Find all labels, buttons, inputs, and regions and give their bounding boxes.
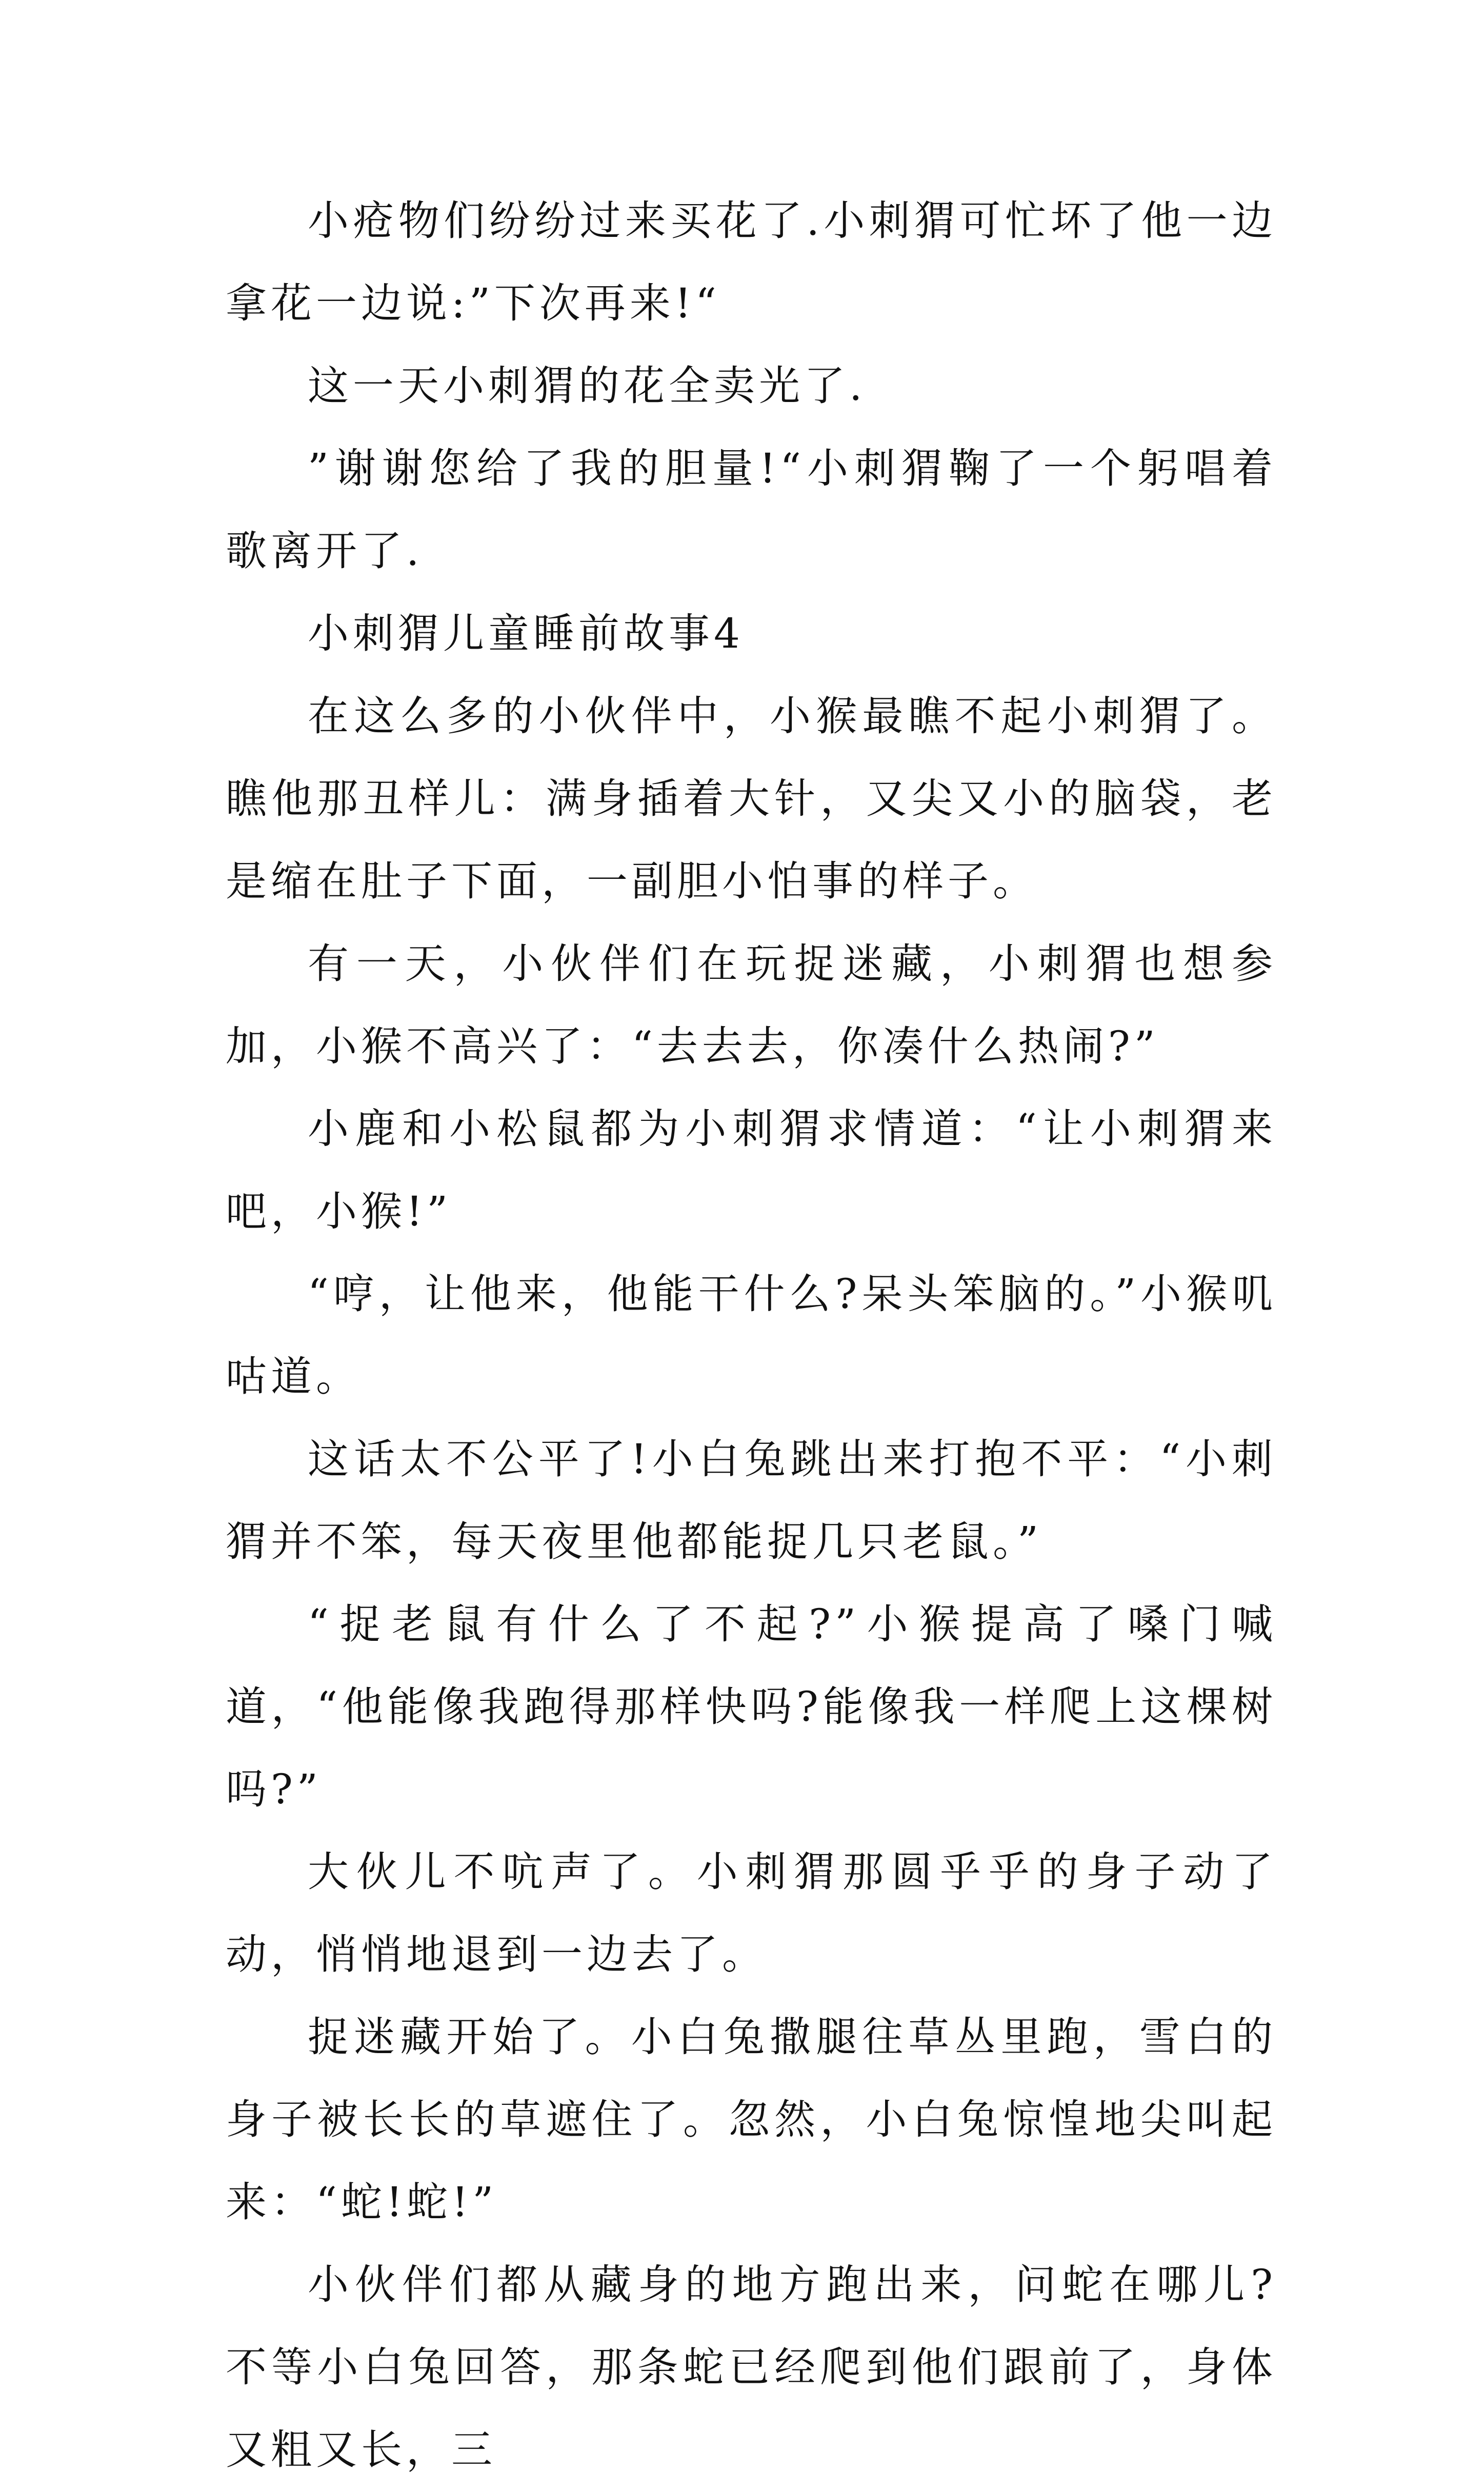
paragraph: 在这么多的小伙伴中，小猴最瞧不起小刺猬了。瞧他那丑样儿：满身插着大针，又尖又小的脑袋，老是缩在肚子下面，一副胆小怕事的样子。	[226, 692, 1277, 905]
paragraph: 小鹿和小松鼠都为小刺猬求情道：“让小刺猬来吧，小猴!”	[226, 1105, 1277, 1235]
paragraph: 小疮物们纷纷过来买花了.小刺猬可忙坏了他一边拿花一边说:”下次再来!“	[226, 197, 1277, 327]
paragraph: 这一天小刺猬的花全卖光了.	[308, 362, 867, 410]
paragraph: “哼，让他来，他能干什么?呆头笨脑的。”小猴叽咕道。	[226, 1270, 1277, 1400]
section-heading: 小刺猬儿童睡前故事4	[308, 610, 744, 657]
paragraph: 捉迷藏开始了。小白兔撒腿往草丛里跑，雪白的身子被长长的草遮住了。忽然，小白兔惊惶地尖叫起来：“蛇!蛇!”	[226, 2013, 1277, 2226]
paragraph: ”谢谢您给了我的胆量!“小刺猬鞠了一个躬唱着歌离开了.	[226, 445, 1277, 575]
paragraph: 小伙伴们都从藏身的地方跑出来，问蛇在哪儿?不等小白兔回答，那条蛇已经爬到他们跟前了，身体又粗又长，三	[226, 2261, 1277, 2474]
document-body	[226, 179, 1277, 2491]
paragraph: “捉老鼠有什么了不起?”小猴提高了嗓门喊道，“他能像我跑得那样快吗?能像我一样爬上这棵树吗?”	[226, 1600, 1277, 1813]
paragraph: 大伙儿不吭声了。小刺猬那圆乎乎的身子动了动，悄悄地退到一边去了。	[226, 1848, 1277, 1978]
paragraph: 有一天，小伙伴们在玩捉迷藏，小刺猬也想参加，小猴不高兴了：“去去去，你凑什么热闹?”	[226, 940, 1277, 1070]
paragraph: 这话太不公平了!小白兔跳出来打抱不平：“小刺猬并不笨，每天夜里他都能捉几只老鼠。”	[226, 1435, 1277, 1565]
